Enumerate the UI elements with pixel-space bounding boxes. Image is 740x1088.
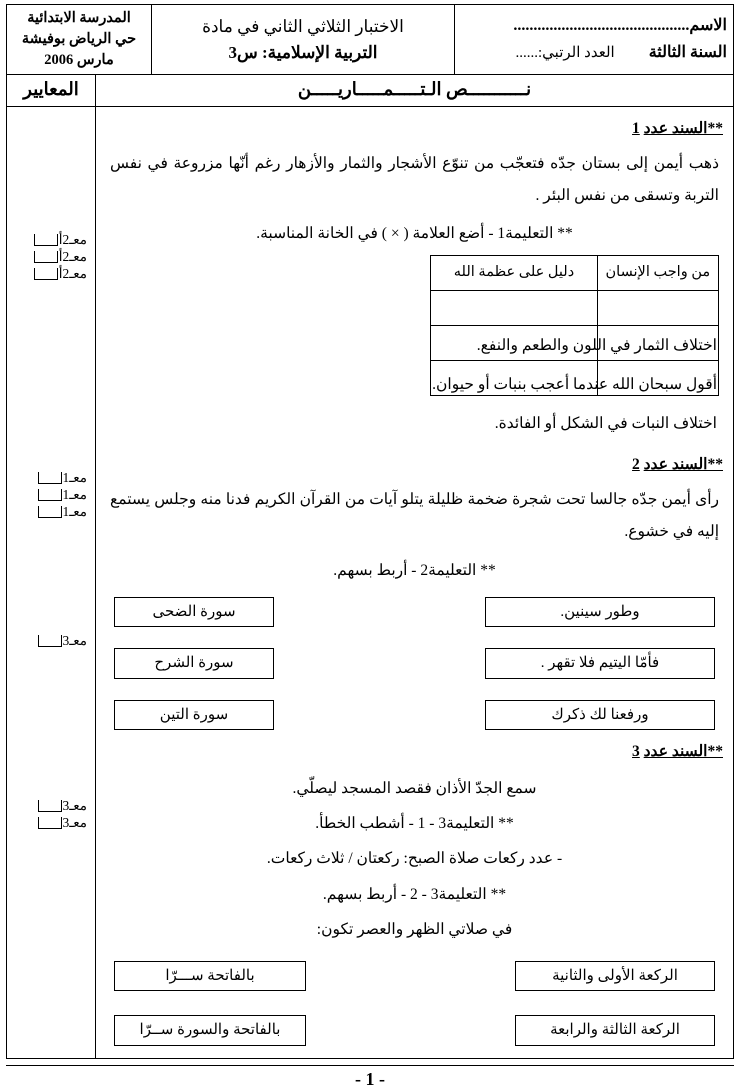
section-2-matching [106,593,723,733]
match-item[interactable]: ورفعنا لك ذكرك [485,700,715,731]
match-column-surahs [114,597,274,731]
criteria-mark-label: معـ3 [62,798,87,814]
section-1-paragraph: ذهب أيمن إلى بستان جدّه فتعجّب من تنوّع الأشجار والثمار والأزهار رغم أنّها مزروعة في نفس التربة وتسقى من نفس البئر . [110,155,719,204]
criteria-mark-label: معـ2أ [58,266,87,282]
table-content-row [7,107,734,1059]
criteria-score-box[interactable] [34,268,58,280]
match-item[interactable]: بالفاتحة ســـرّا [114,961,306,992]
exercises-header-text: نـــــــــــص الـتـــــمـــــاريـــــن [297,79,532,100]
criteria-mark-label: معـ1 [62,486,87,502]
criteria-header-text: المعايير [23,79,79,100]
criteria-score-box[interactable] [38,817,62,829]
grid-col-evidence: دليل على عظمة الله [431,255,597,290]
class-rank-row [461,39,727,67]
criteria-header-cell [7,75,96,107]
criteria-content-cell [7,107,96,1059]
criteria-mark[interactable] [13,799,87,813]
grid-statement-1: اختلاف الثمار في اللون والطعم والنفع. [476,336,717,354]
section-3-instruction-2: ** التعليمة3 - 2 - أربط بسهم. [322,885,507,903]
grid-col-duty: من واجب الإنسان [597,255,718,290]
criteria-score-box[interactable] [38,506,62,518]
criteria-mark-label: معـ2أ [58,232,87,248]
criteria-mark[interactable] [13,250,87,264]
exam-body-table [6,74,734,1059]
criteria-mark-label: معـ3 [62,633,87,649]
criteria-mark[interactable] [13,505,87,519]
match-item[interactable]: سورة التين [114,700,274,731]
match-item[interactable]: سورة الضحى [114,597,274,628]
grid-statement-2: أقول سبحان الله عندما أعجب بنبات أو حيوان. [432,375,717,393]
section-3-lead-in: في صلاتي الظهر والعصر تكون: [316,920,513,938]
criteria-score-box[interactable] [38,635,62,647]
criteria-mark[interactable] [13,471,87,485]
section-2-number: 2 [632,455,640,473]
criteria-score-box[interactable] [38,800,62,812]
grid-statement-3: اختلاف النبات في الشكل أو الفائدة. [494,414,717,432]
section-3-matching [106,949,723,1050]
school-info-cell [7,5,152,75]
match-item[interactable]: فأمّا اليتيم فلا تقهر . [485,648,715,679]
criteria-mark[interactable] [13,233,87,247]
criteria-mark-label: معـ3 [62,815,87,831]
match-item[interactable]: سورة الشرح [114,648,274,679]
exam-title-line1: الاختبار الثلاثي الثاني في مادة [202,17,404,37]
criteria-mark[interactable] [13,816,87,830]
exam-title-line2: التربية الإسلامية: س3 [228,42,378,62]
criteria-mark[interactable] [13,634,87,648]
match-item[interactable]: بالفاتحة والسورة ســرّا [114,1015,306,1046]
section-2-paragraph: رأى أيمن جدّه جالسا تحت شجرة ضخمة ظليلة يتلو آيات من القرآن الكريم فدنا منه وجلس يستمع إليه في خشوع. [110,490,719,540]
match-column-recitation [114,961,306,1046]
criteria-score-box[interactable] [38,472,62,484]
criteria-mark-label: معـ1 [62,503,87,519]
section-2-label: **السند عدد [643,455,723,473]
student-identity-cell [455,5,734,75]
match-item[interactable]: الركعة الأولى والثانية [515,961,715,992]
class-year-label: السنة الثالثة [648,44,727,62]
section-3-instruction-1: ** التعليمة3 - 1 - أشطب الخطأ. [315,815,514,833]
exercises-content-cell [96,107,734,1059]
section-2-title [106,451,723,478]
criteria-mark-label: معـ1 [62,469,87,485]
criteria-score-box[interactable] [38,489,62,501]
section-3-number: 3 [632,743,640,761]
criteria-score-box[interactable] [34,234,58,246]
page-number: - 1 - [355,1068,385,1088]
criteria-mark[interactable] [13,488,87,502]
match-column-rakaat [515,961,715,1046]
student-name-row [461,12,727,39]
school-name: المدرسة الابتدائية [27,10,131,26]
exam-date: مارس 2006 [44,52,114,69]
match-column-verses [485,597,715,731]
table-header-row [7,75,734,107]
criteria-mark[interactable] [13,267,87,281]
student-name-label: الاسم [689,17,727,35]
section-3-paragraph: سمع الجدّ الأذان فقصد المسجد ليصلّي. [292,780,537,798]
criteria-mark-label: معـ2أ [58,249,87,265]
exam-title-cell [152,5,455,75]
rank-number-label: العدد الرتبي:...... [515,45,615,62]
section-3-label: **السند عدد [643,743,723,761]
document-header [6,4,734,75]
school-district: حي الرياض بوفيشة [21,31,137,48]
section-1-title [106,115,723,142]
grid-header-row [420,255,719,290]
student-name-dots: ............................................ [513,17,690,35]
section-1-number: 1 [632,120,640,138]
match-item[interactable]: وطور سينين. [485,597,715,628]
section-2-instruction: ** التعليمة2 - أربط بسهم. [333,562,496,580]
section-3-title [106,738,723,765]
section-1-instruction: ** التعليمة1 - أضع العلامة ( × ) في الخانة المناسبة. [256,224,573,242]
criteria-score-box[interactable] [34,251,58,263]
grid-spacer [420,255,431,290]
match-item[interactable]: الركعة الثالثة والرابعة [515,1015,715,1046]
section-3-statement-1[interactable]: - عدد ركعات صلاة الصبح: ركعتان / ثلاث ركعات. [266,850,563,868]
exercises-header-cell [96,75,734,107]
section-1-label: **السند عدد [643,120,723,138]
section-1-statements [106,287,723,443]
